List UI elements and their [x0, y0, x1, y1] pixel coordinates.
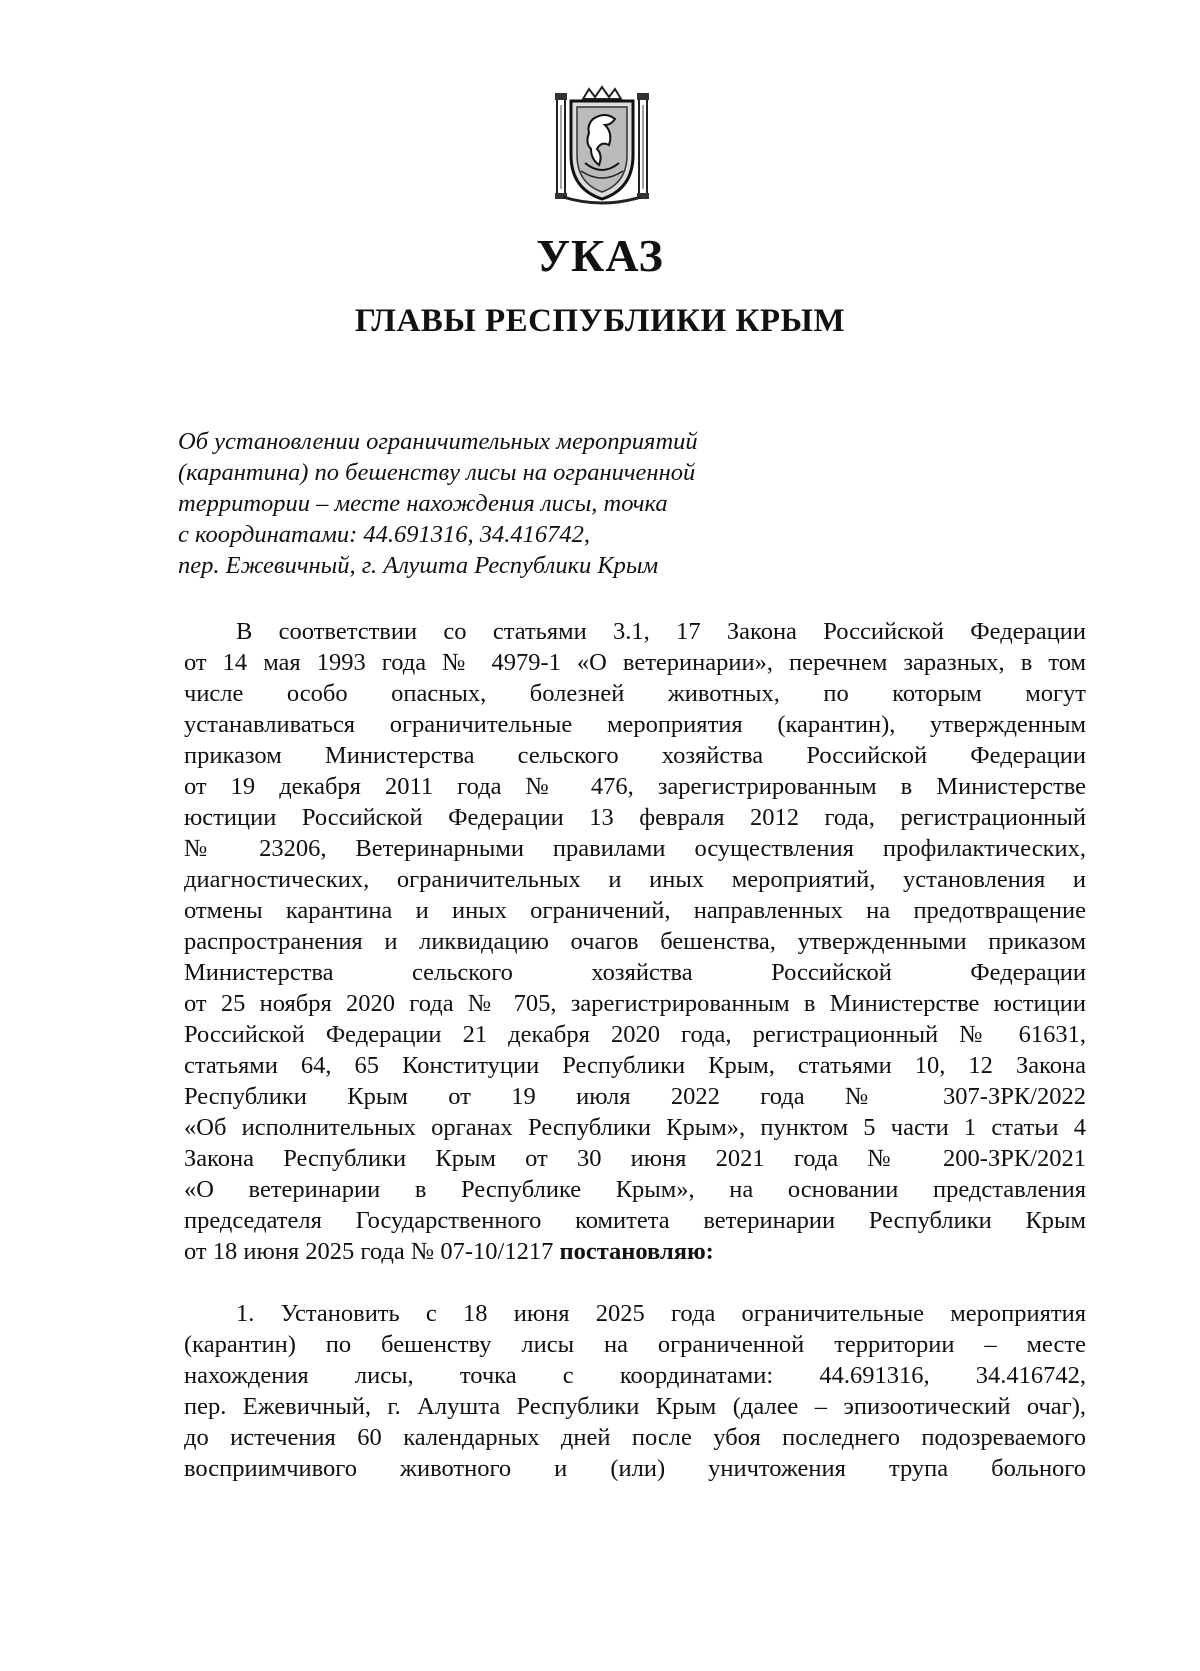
preamble-final-line [184, 1236, 1086, 1267]
document-subtitle: ГЛАВЫ РЕСПУБЛИКИ КРЫМ [354, 303, 846, 339]
preamble-line: отмены карантина и иных ограничений, направленных на предотвращение [184, 897, 1086, 924]
heading-line: Об установлении ограничительных мероприятий [178, 428, 698, 455]
preamble-line: от 19 декабря 2011 года № 476, зарегистрированным в Министерстве [184, 773, 1086, 800]
document-title: УКАЗ [536, 230, 664, 281]
item-line: 1. Установить с 18 июня 2025 года ограничительные мероприятия [236, 1300, 1086, 1327]
preamble-line: статьями 64, 65 Конституции Республики Крым, статьями 10, 12 Закона [184, 1052, 1086, 1079]
heading-line: с координатами: 44.691316, 34.416742, [178, 521, 591, 548]
item-line: до истечения 60 календарных дней после убоя последнего подозреваемого [184, 1424, 1086, 1451]
decree-word: постановляю: [559, 1238, 714, 1265]
preamble-line: от 14 мая 1993 года № 4979-1 «О ветеринарии», перечнем заразных, в том [184, 649, 1086, 676]
preamble-line: председателя Государственного комитета ветеринарии Республики Крым [184, 1207, 1086, 1234]
preamble-line: № 23206, Ветеринарными правилами осуществления профилактических, [184, 835, 1086, 862]
item-1-paragraph [184, 1298, 1086, 1484]
preamble-line: числе особо опасных, болезней животных, по которым могут [184, 680, 1086, 707]
preamble-line: распространения и ликвидацию очагов бешенства, утвержденными приказом [184, 928, 1086, 955]
item-line: восприимчивого животного и (или) уничтожения трупа больного [184, 1455, 1086, 1482]
preamble-line: Министерства сельского хозяйства Российской Федерации [184, 959, 1086, 986]
preamble-line: Закона Республики Крым от 30 июня 2021 года № 200-ЗРК/2021 [184, 1145, 1086, 1172]
preamble-line: «Об исполнительных органах Республики Крым», пунктом 5 части 1 статьи 4 [184, 1114, 1086, 1141]
preamble-line: устанавливаться ограничительные мероприятия (карантин), утвержденным [184, 711, 1086, 738]
decree-heading [178, 426, 798, 581]
preamble-reference: от 18 июня 2025 года № 07-10/1217 [184, 1238, 554, 1265]
preamble-line: «О ветеринарии в Республике Крым», на основании представления [184, 1176, 1086, 1203]
preamble-line: приказом Министерства сельского хозяйства Российской Федерации [184, 742, 1086, 769]
preamble-line: Российской Федерации 21 декабря 2020 года, регистрационный № 61631, [184, 1021, 1086, 1048]
preamble-line: юстиции Российской Федерации 13 февраля 2012 года, регистрационный [184, 804, 1086, 831]
preamble-line: В соответствии со статьями 3.1, 17 Закона Российской Федерации [236, 618, 1086, 645]
item-line: нахождения лисы, точка с координатами: 44.691316, 34.416742, [184, 1362, 1086, 1389]
preamble-line: Республики Крым от 19 июля 2022 года № 307-ЗРК/2022 [184, 1083, 1086, 1110]
preamble-paragraph [184, 616, 1086, 1267]
item-line: пер. Ежевичный, г. Алушта Республики Крым (далее – эпизоотический очаг), [184, 1393, 1086, 1420]
item-line: (карантин) по бешенству лисы на ограниченной территории – месте [184, 1331, 1086, 1358]
preamble-line: от 25 ноября 2020 года № 705, зарегистрированным в Министерстве юстиции [184, 990, 1086, 1017]
heading-line: (карантина) по бешенству лисы на ограниченной [178, 459, 696, 486]
heading-line: территории – месте нахождения лисы, точка [178, 490, 668, 517]
coat-of-arms-icon [555, 85, 649, 205]
preamble-line: диагностических, ограничительных и иных мероприятий, установления и [184, 866, 1086, 893]
heading-line: пер. Ежевичный, г. Алушта Республики Крым [178, 552, 659, 579]
